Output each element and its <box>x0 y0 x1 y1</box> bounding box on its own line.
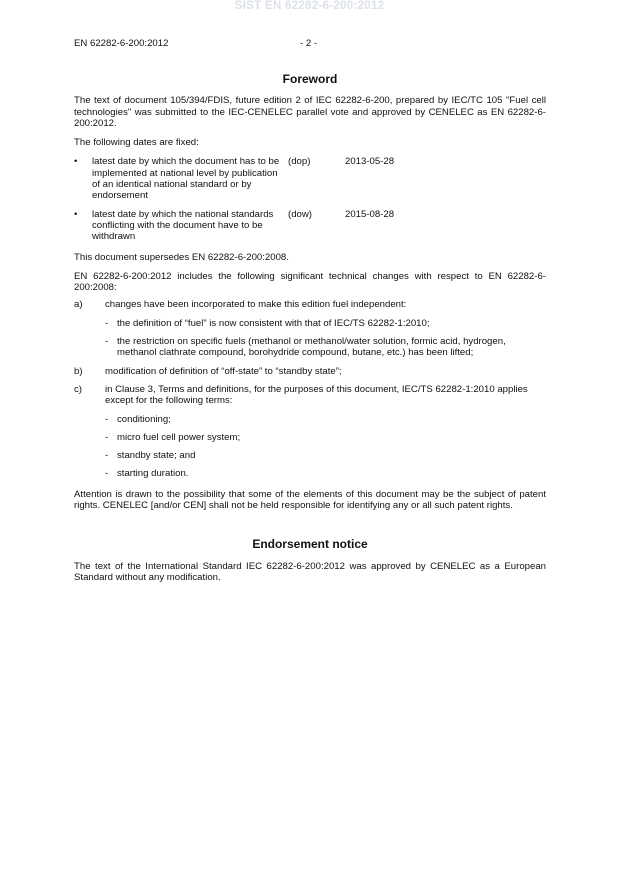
bullet: • <box>74 156 78 168</box>
date-description: latest date by which the document has to be implemented at national level by publication of an identical national standard or by endorsement <box>92 156 280 202</box>
dash-label: - <box>105 450 109 462</box>
dash-label: - <box>105 317 109 329</box>
list-text: in Clause 3, Terms and definitions, for the purposes of this document, IEC/TS 62282-1:2010 applies except for the following terms: <box>105 383 528 407</box>
list-label: b) <box>74 365 83 377</box>
bullet: • <box>74 208 78 220</box>
dates-intro: The following dates are fixed: <box>74 137 199 149</box>
sub-item <box>74 468 546 479</box>
date-item-dow <box>74 209 546 243</box>
list-label: c) <box>74 383 82 395</box>
date-item-dop <box>74 156 546 201</box>
dash-label: - <box>105 431 109 443</box>
sub-item <box>74 336 546 359</box>
document-body <box>74 74 546 591</box>
sub-item-text: the restriction on specific fuels (methanol or methanol/water solution, formic acid, hydrogen, methanol clathrate compound, borohydride compound, butane, etc.) has been lifted; <box>117 336 506 359</box>
date-code: (dow) <box>288 208 312 220</box>
date-value: 2013-05-28 <box>345 156 395 168</box>
page-number: - 2 - <box>300 38 318 49</box>
sub-item-text: starting duration. <box>117 468 189 480</box>
date-value: 2015-08-28 <box>345 208 395 220</box>
watermark: SIST EN 62282-6-200:2012 <box>234 0 385 12</box>
changes-intro: EN 62282-6-200:2012 includes the following significant technical changes with respect to EN 62282-6-200:2008: <box>74 270 546 294</box>
endorsement-title: Endorsement notice <box>252 537 368 552</box>
dash-label: - <box>105 468 109 480</box>
sub-item-text: standby state; and <box>117 450 196 462</box>
dash-label: - <box>105 413 109 425</box>
change-item-c <box>74 384 546 407</box>
patent-notice: Attention is drawn to the possibility that some of the elements of this document may be the subject of patent rights. CENELEC [and/or CEN] shall not be held responsible for identifying any or all such patent rights. <box>74 488 546 512</box>
list-text: changes have been incorporated to make this edition fuel independent: <box>105 299 407 311</box>
foreword-intro: The text of document 105/394/FDIS, future edition 2 of IEC 62282-6-200, prepared by IEC/TC 105 "Fuel cell technologies" was submitted to the IEC-CENELEC parallel vote and approved by CENELEC as EN 62282-6-200:2012. <box>74 95 546 129</box>
sub-item <box>74 432 546 443</box>
list-text: modification of definition of “off-state” to “standby state”; <box>105 365 342 377</box>
sub-item <box>74 318 546 329</box>
sub-item-text: micro fuel cell power system; <box>117 431 241 443</box>
foreword-title: Foreword <box>282 72 338 86</box>
sub-item-text: the definition of “fuel” is now consistent with that of IEC/TS 62282-1:2010; <box>117 317 430 329</box>
sub-item-text: conditioning; <box>117 413 171 425</box>
sub-item <box>74 450 546 461</box>
change-item-b <box>74 366 546 377</box>
date-description: latest date by which the national standards conflicting with the document have to be withdrawn <box>92 208 274 243</box>
date-code: (dop) <box>288 156 311 168</box>
change-item-a <box>74 299 546 310</box>
sub-item <box>74 414 546 425</box>
list-label: a) <box>74 299 83 311</box>
dash-label: - <box>105 336 109 348</box>
endorsement-text: The text of the International Standard IEC 62282-6-200:2012 was approved by CENELEC as a European Standard without any modification. <box>74 560 546 583</box>
supersedes-text: This document supersedes EN 62282-6-200:2008. <box>74 251 289 263</box>
header-doc-id: EN 62282-6-200:2012 <box>74 38 169 49</box>
